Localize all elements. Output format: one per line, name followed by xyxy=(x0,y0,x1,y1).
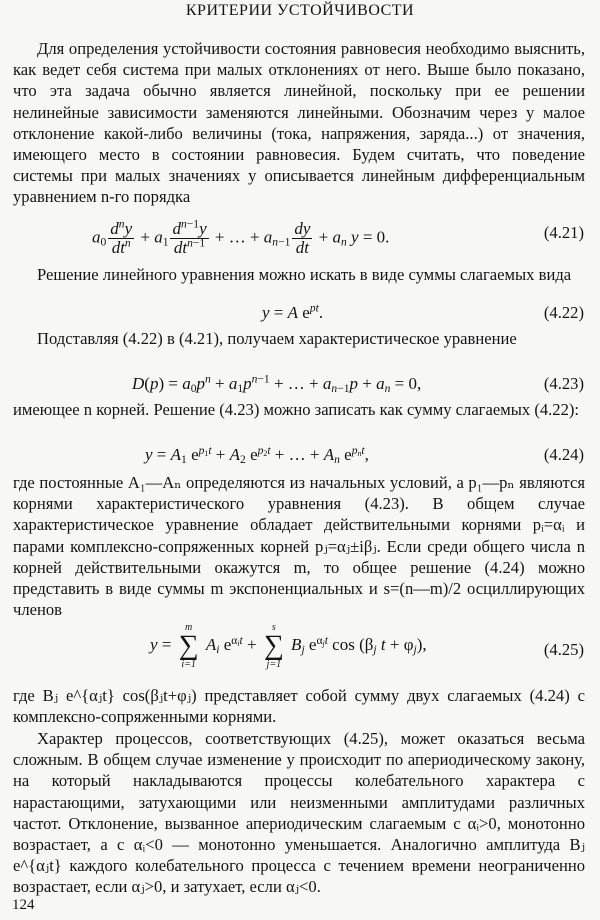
p6-text: где Bⱼ e^{αⱼt} cos(βⱼt+φⱼ) представляет собой сумму двух слагаемых (4.24) с комплексно-сопряженными корнями. xyxy=(13,686,585,727)
paragraph-5 xyxy=(13,472,585,620)
paragraph-1 xyxy=(13,38,585,208)
eq-4-21-number: (4.21) xyxy=(543,223,584,242)
eq-4-22-number: (4.22) xyxy=(543,303,584,322)
paragraph-2 xyxy=(13,264,585,285)
p2-text: Решение линейного уравнения можно искать в виде суммы слагаемых вида xyxy=(37,265,572,284)
paragraph-4 xyxy=(13,399,585,420)
running-header: КРИТЕРИИ УСТОЙЧИВОСТИ xyxy=(185,2,415,19)
eq-4-24-number: (4.24) xyxy=(543,445,584,464)
eq-4-25-number: (4.25) xyxy=(543,640,584,659)
equation-4-25 xyxy=(0,622,600,682)
p7-text: Характер процессов, соответствующих (4.25), может оказаться весьма сложным. В общем случае изменение y происходит по апериодическому закону, на который накладываются процессы колебательного характера с нарастающими, затухающими или неизменными амплитудами различных частот. Отклонение, вызванное апериодическим слагаемым с αᵢ>0, монотонно возрастает, а с αᵢ<0 — монотонно уменьшается. Аналогично амплитуда Bⱼ e^{αⱼt} каждого колебательного процесса с течением времени неограниченно возрастает, если αⱼ>0, и затухает, если αⱼ<0. xyxy=(13,729,585,897)
p1-text: Для определения устойчивости состояния равновесия необходимо выяснить, как ведет себя система при малых отклонениях от него. Выше было показано, что эта задача обычно является линейной, поскольку при ее решении нелинейные зависимости заменяются линейными. Обозначим через y малое отклонение какой-либо величины (тока, напряжения, заряда...) от значения, имеющего место в состоянии равновесия. Будем считать, что поведение системы при малых значениях y описывается линейным дифференциальным уравнением n-го порядка xyxy=(13,39,585,207)
paragraph-3 xyxy=(13,328,585,349)
eq-4-23-expression: $D(p) = a_0p^n + a_1p^{n-1}$ + … + $a_{n-1}p + a_n = 0$, xyxy=(132,372,422,395)
equation-4-21 xyxy=(0,217,600,257)
eq-4-25-expression: y = m ∑ i=1 $A_i$ $e^{\alpha_it}$ + s ∑ j=1 $B_j$ $e^{\alpha_jt}$ $\cos (\beta_j$ $t + \varphi_j$), xyxy=(150,622,427,670)
p5-text: где постоянные A₁—Aₙ определяются из начальных условий, а p₁—pₙ являются корнями характеристического уравнения (4.23). В общем случае характеристическое уравнение обладает действительными корнями pᵢ=αᵢ и парами комплексно-сопряженных корней pⱼ=αⱼ±iβⱼ. Если среди общего числа n корней действительными окажутся m, то общее решение (4.24) можно представить в виде суммы m экспоненциальных и s=(n—m)/2 осциллирующих членов xyxy=(13,473,585,620)
p4-text: имеющее n корней. Решение (4.23) можно записать как сумму слагаемых (4.22): xyxy=(13,400,580,419)
paragraph-6 xyxy=(13,685,585,727)
eq-4-23-number: (4.23) xyxy=(543,374,584,393)
eq-4-24-expression: $y = A_1$ $e^{p_1t} + A_2$ $e^{p_2t}$ + … + $A_n$ $e^{p_nt}$, xyxy=(145,443,369,466)
eq-4-22-expression: y = A $e^{pt}$. xyxy=(262,301,324,322)
eq-4-21-expression: $a_0$ $\frac{d^ny}{dt^n}$ + $a_1$ $\frac{d^{n-1}y}{dt^{n-1}}$ + … + $a_{n-1}$ $\frac{dy}{dt}$ + $a_n$ y = 0. xyxy=(92,217,390,257)
paragraph-7 xyxy=(13,728,585,898)
page-number: 124 xyxy=(12,897,35,913)
p3-text: Подставляя (4.22) в (4.21), получаем характеристическое уравнение xyxy=(37,329,517,348)
